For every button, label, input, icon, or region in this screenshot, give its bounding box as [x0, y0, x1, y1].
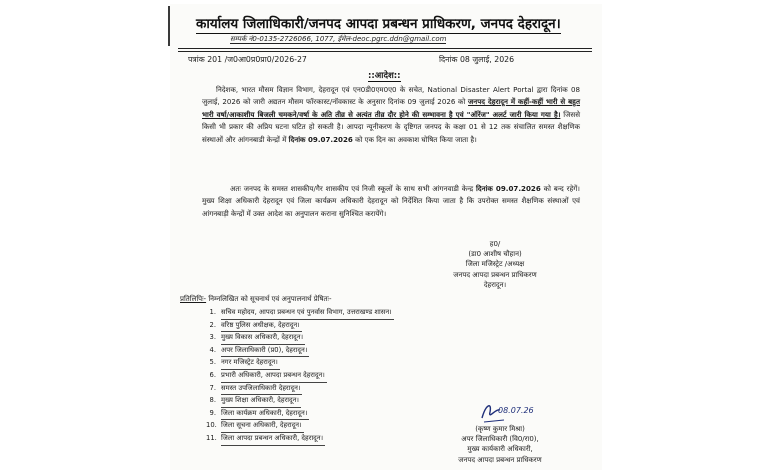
order-title	[368, 70, 401, 81]
list-item: 10. जिला सूचना अधिकारी, देहरादून।	[206, 420, 394, 433]
order-paragraph-1	[202, 84, 580, 146]
header-divider-2	[178, 51, 592, 52]
para1-part3: को एक दिन का अवकाश घोषित किया जाता है।	[352, 134, 477, 144]
office-title	[196, 14, 596, 32]
header-divider	[178, 48, 592, 49]
list-item: 1. सचिव महोदय, आपदा प्रबन्धन एवं पुनर्वास विभाग, उत्तराखण्ड शासन।	[206, 307, 394, 320]
sign-mark: ह0/	[489, 240, 501, 248]
dm-designation-2: जनपद आपदा प्रबन्धन प्राधिकरण	[453, 270, 537, 279]
list-item: 3. मुख्य विकास अधिकारी, देहरादून।	[206, 332, 394, 345]
adm-designation-1: अपर जिलाधिकारी (वि0/रा0),	[461, 435, 539, 444]
order-title-text: ::आदेश::	[368, 71, 401, 81]
reference-row	[188, 55, 588, 67]
list-item: 2. वरिष्ठ पुलिस अधीक्षक, देहरादून।	[206, 320, 394, 333]
adm-name: (कृष्ण कुमार मिश्रा)	[475, 425, 525, 433]
handwritten-date: 08.07.26	[498, 406, 534, 415]
para1-bold-date: दिनांक 09.07.2026	[288, 134, 353, 144]
list-item: 11. जिला आपदा प्रबन्धन अधिकारी, देहरादून।	[206, 433, 394, 446]
list-item: 4. अपर जिलाधिकारी (प्र0), देहरादून।	[206, 345, 394, 358]
para1-part1: निदेशक, भारत मौसम विज्ञान विभाग, देहरादून एवं एन0डी0एम0ए0 के सचेत, National Disaster Alert Portal द्वारा दिनांक 08 जुलाई, 2026 को जारी अद्यतन मौसम फॉरकास्ट/नॉवकास्ट के अनुसार दिनांक 09 जुलाई 2026 को	[202, 85, 580, 107]
patrank: पत्रांक 201 /ज0आ0प्र0प्रा0/2026-27	[188, 55, 307, 64]
copy-to-prefix: प्रतिलिपिः-	[180, 295, 207, 303]
dm-name: (डा0 आशीष चौहान)	[468, 250, 522, 259]
dm-designation-1: जिला मजिस्ट्रेट /अध्यक्ष	[465, 260, 525, 269]
list-item: 7. समस्त उपजिलाधिकारी देहरादून।	[206, 383, 394, 396]
para1-part2: जिससे किसी भी प्रकार की अप्रिय घटना घटित हो सकती है। आपदा न्यूनीकरण के दृष्टिगत जनपद के कक्षा 01 से 12 तक संचालित समस्त शैक्षणिक संस्थाओं और आंगनबाडी केन्द्रों में	[202, 109, 580, 144]
dinank: दिनांक 08 जुलाई, 2026	[439, 55, 515, 64]
scan-edge-line	[168, 6, 170, 46]
signatory-dm	[420, 239, 570, 290]
list-item: 6. प्रभारी अधिकारी, आपदा प्रबन्धन देहरादून।	[206, 370, 394, 383]
order-paragraph-2	[202, 183, 580, 220]
contact-line	[230, 35, 530, 44]
list-item: 8. मुख्य शिक्षा अधिकारी, देहरादून।	[206, 395, 394, 408]
para2-part1: अतः जनपद के समस्त शासकीय/गैर शासकीय एवं निजी स्कूलों के साथ सभी आंगनवाडी केन्द्र	[230, 184, 476, 193]
para2-part2: को बन्द रहेगें। मुख्य शिक्षा अधिकारी देहरादून एवं जिला कार्यक्रम अधिकारी देहरादून को निर्देशित किया जाता है कि उपरोक्त समस्त शैक्षणिक संस्थाओं एवं आंगनबाड़ी केन्द्रों में उक्त आदेश का अनुपालन कराना सुनिश्चित करायेंगे।	[202, 184, 580, 218]
para1-underlined: जनपद देहरादून में कहीं-कहीं भारी से बहुत भारी वर्षा/आकाशीय बिजली चमकने/वर्षा के अति तीव्र से अत्यंत तीव्र दौर होने की सम्भावना है एवं "ऑरेंज" अलर्ट जारी किया गया है।	[202, 97, 580, 119]
dm-place: देहरादून।	[483, 280, 507, 289]
list-item: 9. जिला कार्यक्रम अधिकारी, देहरादून।	[206, 408, 394, 421]
contact-text: सम्पर्क नं0-0135-2726066, 1077, ईमेल-deoc.pgrc.ddn@gmail.com	[230, 35, 447, 43]
copy-to-list	[206, 307, 394, 446]
copy-to-heading-text: निम्नलिखित को सूचनार्थ एवं अनुपालनार्थ प्रेषितः-	[208, 295, 332, 303]
para2-bold-date: दिनांक 09.07.2026	[476, 184, 541, 193]
list-item: 5. नगर मजिस्ट्रेट देहरादून।	[206, 357, 394, 370]
adm-designation-3: जनपद आपदा प्रबन्धन प्राधिकरण	[458, 455, 542, 464]
office-title-text: कार्यालय जिलाधिकारी/जनपद आपदा प्रबन्धन प्राधिकरण, जनपद देहरादून।	[196, 16, 561, 32]
adm-designation-2: मुख्य कार्यकारी अधिकारी,	[467, 445, 533, 454]
signatory-adm	[430, 424, 570, 465]
copy-to-heading	[180, 295, 331, 304]
